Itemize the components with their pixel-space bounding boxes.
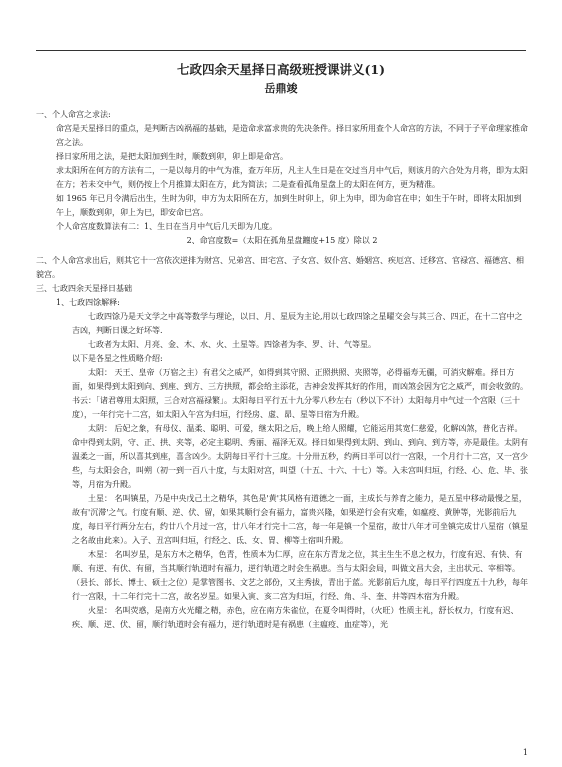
paragraph: 太阴： 后妃之象，有母仪、温柔、聪明、可爱，继太阳之后，晚上给人照耀，它能运用其宽仁慈爱，化解凶煞，普化吉祥。命中得到太阴，守、正、拱、夹等，必定主聪明、秀丽、福泽无双。择日如果得到太阴、到山、到向、到方等，亦是最佳。太阴有温柔之一面，所以喜其到座，喜含凶少。太阴每日平行十三度。十分卅五秒，约两日半可以行一宫限，一个月行十二宫，又一宫少些，与太阳会合，叫朔（初一到一百八十度，与太阳对宫，叫望（十五、十六、十七）等。入未宫叫归垣，行经、心、危、毕、张等，月宿为升殿。 [72, 424, 528, 489]
document-title: 七政四余天星择日高级班授课讲义(1) [176, 62, 386, 77]
top-rule [36, 50, 526, 51]
paragraph: 火星： 名叫荧惑，是南方火光耀之精，赤色，应在南方朱雀位，在夏令叫得时，（火旺）性质主礼，舒长权力，行度有迟、疾、顺、逆、伏、留，顺行轨道时会有福力，逆行轨道时是有祸患（主瘟疫、血症等），光 [72, 606, 519, 629]
paragraph: 七政者为太阳、月亮、金、木、水、火、土星等。四馀者为李、罗、计、气等星。 [88, 340, 376, 349]
paragraph: 2、命宫度数=（太阳在孤角星盘躔度+15 度）除以 2 [186, 236, 378, 245]
paragraph: 二、个人命宫求出后，则其它十一宫依次逆排为财宫、兄弟宫、田宅宫、子女宫、奴仆宫、婚姻宫、疾厄宫、迁移宫、官禄宫、福德宫、相貌宫。 [36, 256, 524, 279]
paragraph: 如 1965 年已月令满后出生，生时为卯，申方为太阳所在方，加到生时卯上，卯上为申，即为命宫在申；如生于午时，即将太阳加到午上，顺数到卯，卯上为巳，即安命巳宫。 [56, 194, 522, 217]
paragraph: 土星： 名叫镇星，乃是中央戊己土之精华，其色是'黄'其风格有道德之一面，主成长与养育之能力，是五星中移动最慢之星，故有'沉滞'之气。行度有顺、逆、伏、留，如果其顺行会有福力，富贵兴隆，如果逆行会有灾难，如瘟疫、黄肿等，光影前后九度，每日平行两分左右，约廿八个月过一宫，廿八年才行完十二宫，每一年是镇一个星宿，故廿八年才可坐镇完成廿八星宿（镇星之名故由此来）。入子、丑宫叫归垣，行经之、氐、女、胃、柳等土宿叫升殿。 [72, 494, 528, 545]
paragraph: 木星： 名叫岁星，是东方木之精华，色青，性质本为仁厚，应在东方青龙之位，其主生生不息之权力，行度有迟、有快、有顺、有逆、有伏、有留，当其顺行轨道时有福力，逆行轨道之时会生祸患。当与太阳会局，叫做文昌大会，主出状元、宰相等。（县长、部长、博士、硕士之位）是掌管图书、文艺之部份，又主秀拔，青出于蓝。光影前后九度，每日平行四度五十九秒，每年行一宫限，十二年行完十二宫，故名岁星。如果入寅、亥二宫为归垣，行经、角、斗、奎、井等四木宿为升殿。 [72, 550, 528, 601]
author-name: 岳鼎竣 [264, 82, 298, 95]
paragraph: 命宫是天星择日的重点，是判断吉凶祸福的基础，是造命求富求贵的先决条件。择日家所用查个人命宫的方法，不同于子平命理家推命宫之法。 [56, 124, 528, 147]
page-number: 1 [522, 748, 528, 757]
paragraph: 择日家所用之法，是把太阳加到生时，顺数到卯，卯上即是命宫。 [56, 152, 288, 161]
paragraph: 以下是各星之性质略介绍: [72, 354, 163, 363]
paragraph: 1、七政四馀解释: [56, 298, 120, 307]
paragraph: 太阳： 天王、皇帝（万宿之主）有君父之威严，如得到其守照、正照拱照、夹照等，必得福寿无疆，可消灾解难。择日方面，如果得到太阳到向、到座、到方、三方拱照，都会给主添花，吉神会发挥其好的作用，而凶煞会因为它之威严，而会收敛的。书云：「诸君尊用太阳照，三合对宫福禄繁」。太阳每日平行五十九分零八秒左右（秒以下不计）太阳每月中气过一个宫限（三十度），一年行完十二宫，如太阳入午宫为归垣，行经房、虚、昴、星等日宿为升殿。 [72, 368, 528, 419]
paragraph: 一、个人命宫之求法: [36, 110, 111, 119]
document-body [36, 108, 528, 632]
paragraph: 三、七政四余天星择日基础 [36, 284, 132, 293]
paragraph: 个人命宫度数算法有二：1、生日在当月中气后几天即为几度。 [56, 222, 278, 231]
paragraph: 七政四馀乃是天文学之中高等数学与理论，以日、月、星辰为主论,用以七政四馀之星曜交会与其三合、四正，在十二宫中之吉凶，判断日课之好坏等. [72, 312, 523, 335]
paragraph: 求太阳所在何方的方法有二，一是以每月的中气为准，查万年历，凡主人生日是在交过当月中气后，则该月的六合处为月将，即为太阳在方；若未交中气，则仍按上个月推算太阳在方，此为简法；二是查看孤角星盘上的太阳在何方，更为精准。 [56, 166, 528, 189]
